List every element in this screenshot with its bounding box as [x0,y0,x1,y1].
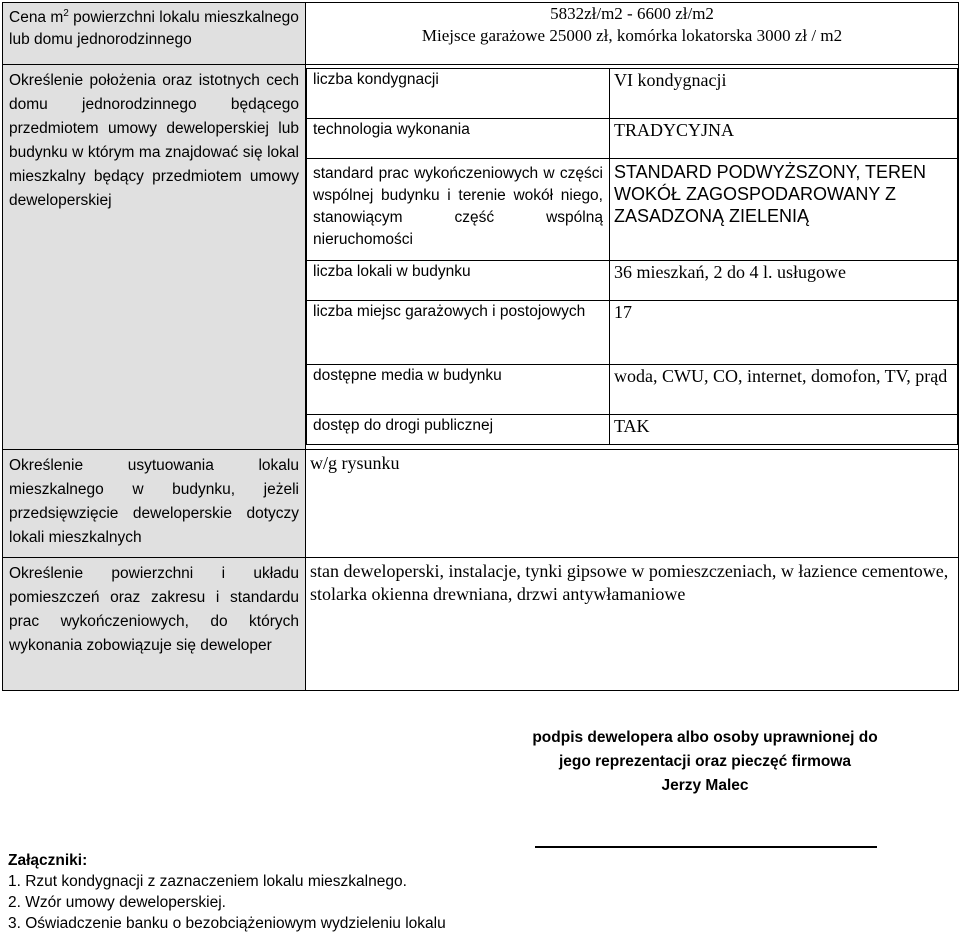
feature-row [307,301,958,365]
attachment-item: 1. Rzut kondygnacji z zaznaczeniem lokalu mieszkalnego. [8,873,407,890]
building-features-table [306,68,958,445]
placement-row [3,450,959,558]
price-label-text: Cena m [9,9,64,26]
parking-storage-price: Miejsce garażowe 25000 zł, komórka lokatorska 3000 zł / m2 [421,26,843,45]
finishing-label: Określenie powierzchni i układu pomieszczeń oraz zakresu i standardu prac wykończeniowych, do których wykonania zobowiązuje się deweloper [3,558,306,691]
feature-row [307,261,958,301]
feature-key: technologia wykonania [307,119,610,159]
finishing-value: stan deweloperski, instalacje, tynki gipsowe w pomieszczeniach, w łazience cementowe, stolarka okienna drewniana, drzwi antywłamaniowe [310,561,949,604]
feature-key: standard prac wykończeniowych w części wspólnej budynku i terenie wokół niego, stanowiącym część wspólną nieruchomości [307,159,610,261]
attachments-title: Załączniki: [8,852,88,869]
price-label [3,3,306,65]
developer-info-table [2,2,959,691]
feature-value: 36 mieszkań, 2 do 4 l. usługowe [614,262,846,282]
attachment-item: 2. Wzór umowy deweloperskiej. [8,894,226,911]
feature-value: TRADYCYJNA [614,120,735,140]
feature-value-cell [610,261,958,301]
feature-key: liczba miejsc garażowych i postojowych [307,301,610,365]
feature-value-cell [610,365,958,415]
signature-line-1: podpis dewelopera albo osoby uprawnionej do [532,729,878,746]
feature-value: woda, CWU, CO, internet, domofon, TV, prąd [614,366,948,386]
placement-value-cell [306,450,959,558]
feature-value-cell [610,301,958,365]
feature-value: VI kondygnacji [614,70,727,90]
feature-value-cell [610,69,958,119]
signature-caption [490,726,920,798]
price-label-sup: 2 [63,7,69,19]
signature-line-2: jego reprezentacji oraz pieczęć firmowa [558,753,852,770]
feature-key: liczba kondygnacji [307,69,610,119]
signature-line [535,846,877,848]
location-row [3,65,959,450]
attachments [8,850,446,934]
feature-value-cell [610,415,958,445]
signatory-name: Jerzy Malec [661,777,749,794]
feature-row [307,415,958,445]
feature-value: 17 [614,302,632,322]
feature-value-cell [610,159,958,261]
placement-value: w/g rysunku [310,453,400,473]
feature-value-cell [610,119,958,159]
placement-label: Określenie usytuowania lokalu mieszkalnego w budynku, jeżeli przedsięwzięcie deweloperskie dotyczy lokali mieszkalnych [3,450,306,558]
building-features [306,65,959,450]
feature-value: STANDARD PODWYŻSZONY, TEREN WOKÓŁ ZAGOSPODAROWANY Z ZASADZONĄ ZIELENIĄ [614,162,927,226]
feature-row [307,119,958,159]
price-value [306,3,959,65]
feature-row [307,159,958,261]
feature-key: dostępne media w budynku [307,365,610,415]
finishing-value-cell [306,558,959,691]
feature-row [307,365,958,415]
feature-row [307,69,958,119]
price-range: 5832zł/m2 - 6600 zł/m2 [550,4,714,23]
feature-key: liczba lokali w budynku [307,261,610,301]
price-row [3,3,959,65]
location-label: Określenie położenia oraz istotnych cech domu jednorodzinnego będącego przedmiotem umowy deweloperskiej lub budynku w którym ma znajdować się lokal mieszkalny będący przedmiotem umowy deweloperskiej [3,65,306,450]
attachment-item: 3. Oświadczenie banku o bezobciążeniowym wydzieleniu lokalu [8,915,446,932]
price-label-text-suffix: powierzchni lokalu mieszkalnego lub domu jednorodzinnego [9,9,299,48]
finishing-row [3,558,959,691]
feature-value: TAK [614,416,650,436]
feature-key: dostęp do drogi publicznej [307,415,610,445]
